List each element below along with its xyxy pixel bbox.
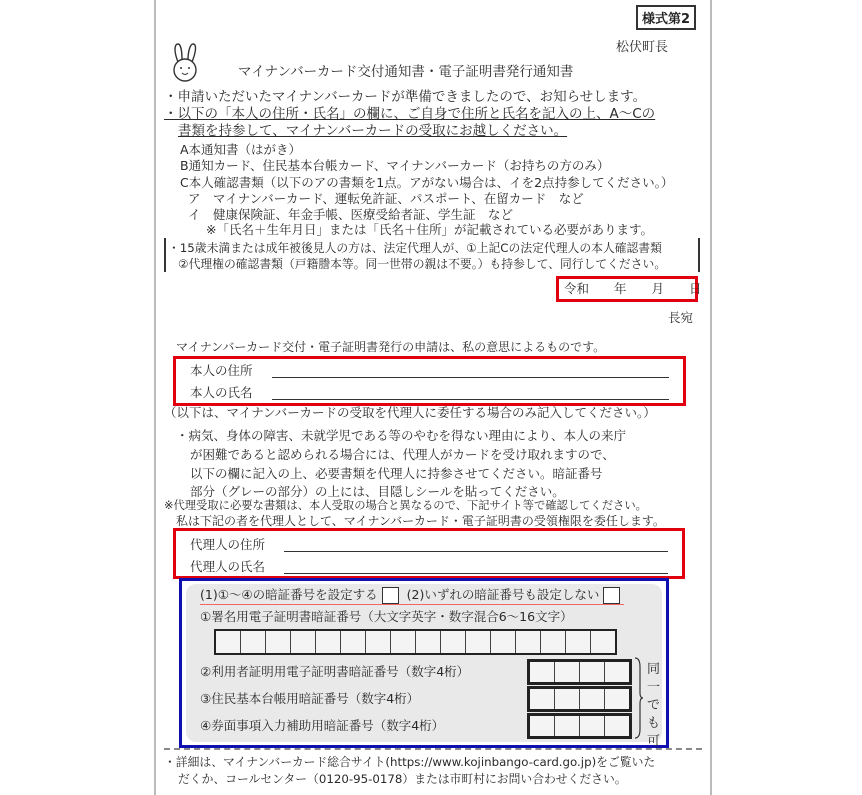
proxy-intro: （以下は、マイナンバーカードの受取を代理人に委任する場合のみ記入してください。） bbox=[164, 405, 656, 420]
municipality: 松伏町長 bbox=[616, 40, 669, 55]
proxy-name-label: 代理人の氏名 bbox=[190, 559, 266, 574]
form-number: 様式第2 bbox=[636, 5, 696, 30]
proxy-address-input[interactable] bbox=[284, 551, 668, 552]
intro-line: ・申請いただいたマイナンバーカードが準備できましたので、お知らせします。 bbox=[164, 89, 647, 105]
pin-none-checkbox[interactable] bbox=[603, 587, 620, 604]
divider bbox=[164, 748, 702, 750]
applicant-name-label: 本人の氏名 bbox=[190, 385, 253, 400]
notice-document bbox=[154, 0, 712, 795]
same-ok-note: 同一でも可 bbox=[647, 662, 661, 749]
pin3-label: ③住民基本台帳用暗証番号（数字4桁） bbox=[200, 691, 420, 706]
document-item: B通知カード、住民基本台帳カード、マイナンバーカード（お持ちの方のみ） bbox=[180, 158, 610, 173]
pin4-input[interactable] bbox=[527, 713, 632, 739]
proxy-note: 部分（グレーの部分）の上には、目隠しシールを貼ってください。 bbox=[190, 484, 565, 499]
proxy-note: ・病気、身体の障害、未就学児である等のやむを得ない理由により、本人の来庁 bbox=[176, 428, 627, 443]
proxy-warning: ※代理受取に必要な書類は、本人受取の場合と異なるので、下記サイト等で確認してください。 bbox=[164, 499, 647, 512]
delegation-statement: 私は下記の者を代理人として、マイナンバーカード・電子証明書の受領権限を委任します。 bbox=[176, 514, 665, 528]
proxy-note: 以下の欄に記入の上、必要書類を代理人に持参させてください。暗証番号 bbox=[190, 466, 603, 481]
addressee: 長宛 bbox=[668, 310, 694, 325]
pin4-label: ④券面事項入力補助用暗証番号（数字4桁） bbox=[200, 718, 445, 733]
minor-note: ②代理権の確認書類（戸籍謄本等。同一世帯の親は不要。）も持参して、同行してください。 bbox=[178, 257, 667, 271]
pin1-label: ①署名用電子証明書暗証番号（大文字英字・数字混合6～16文字） bbox=[200, 609, 573, 624]
pin2-label: ②利用者証明用電子証明書暗証番号（数字4桁） bbox=[200, 664, 470, 679]
rabbit-mascot-icon bbox=[168, 42, 202, 82]
pin3-input[interactable] bbox=[527, 686, 632, 712]
applicant-section bbox=[173, 356, 686, 406]
pin-section bbox=[179, 578, 669, 748]
pin2-input[interactable] bbox=[527, 659, 632, 685]
proxy-name-input[interactable] bbox=[284, 573, 668, 574]
document-item: C本人確認書類（以下のアの書類を1点。アがない場合は、イを2点持参してください。） bbox=[180, 175, 674, 190]
pin-option-set-label: (1)①～④の暗証番号を設定する bbox=[200, 587, 378, 602]
footer-line: ・詳細は、マイナンバーカード総合サイト(https://www.kojinbango-card.go.jp)をご覧いた bbox=[164, 755, 656, 769]
applicant-address-label: 本人の住所 bbox=[190, 363, 253, 378]
pin-set-checkbox[interactable] bbox=[382, 587, 399, 604]
proxy-note: が困難であると認められる場合には、代理人がカードを受け取れますので、 bbox=[190, 447, 615, 462]
minor-note: ・15歳未満または成年被後見人の方は、法定代理人が、①上記Cの法定代理人の本人確認書類 bbox=[168, 241, 662, 255]
proxy-address-label: 代理人の住所 bbox=[190, 537, 266, 552]
applicant-name-input[interactable] bbox=[272, 399, 669, 400]
document-item: ※「氏名＋生年月日」または「氏名＋住所」が記載されている必要があります。 bbox=[206, 222, 653, 237]
applicant-address-input[interactable] bbox=[272, 377, 669, 378]
document-item: A本通知書（はがき） bbox=[180, 142, 302, 157]
pin-option-set bbox=[200, 587, 624, 605]
intro-line: 書類を持参して、マイナンバーカードの受取にお越しください。 bbox=[178, 123, 568, 139]
brace-icon bbox=[634, 657, 644, 739]
date-label: 令和 年 月 日 bbox=[564, 281, 702, 296]
intro-line: ・以下の「本人の住所・氏名」の欄に、ご自身で住所と氏名を記入の上、A～Cの bbox=[164, 106, 656, 122]
proxy-section bbox=[173, 528, 685, 579]
pin-option-none-label: (2)いずれの暗証番号も設定しない bbox=[406, 587, 600, 602]
document-title: マイナンバーカード交付通知書・電子証明書発行通知書 bbox=[238, 64, 574, 80]
pin1-input[interactable] bbox=[214, 629, 617, 655]
document-item: ア マイナンバーカード、運転免許証、パスポート、在留カード など bbox=[188, 191, 584, 206]
footer-line: だくか、コールセンター（0120-95-0178）または市町村にお問い合わせください。 bbox=[178, 772, 627, 786]
document-item: イ 健康保険証、年金手帳、医療受給者証、学生証 など bbox=[188, 207, 514, 222]
date-field[interactable] bbox=[556, 276, 702, 302]
declaration: マイナンバーカード交付・電子証明書発行の申請は、私の意思によるものです。 bbox=[176, 340, 606, 354]
